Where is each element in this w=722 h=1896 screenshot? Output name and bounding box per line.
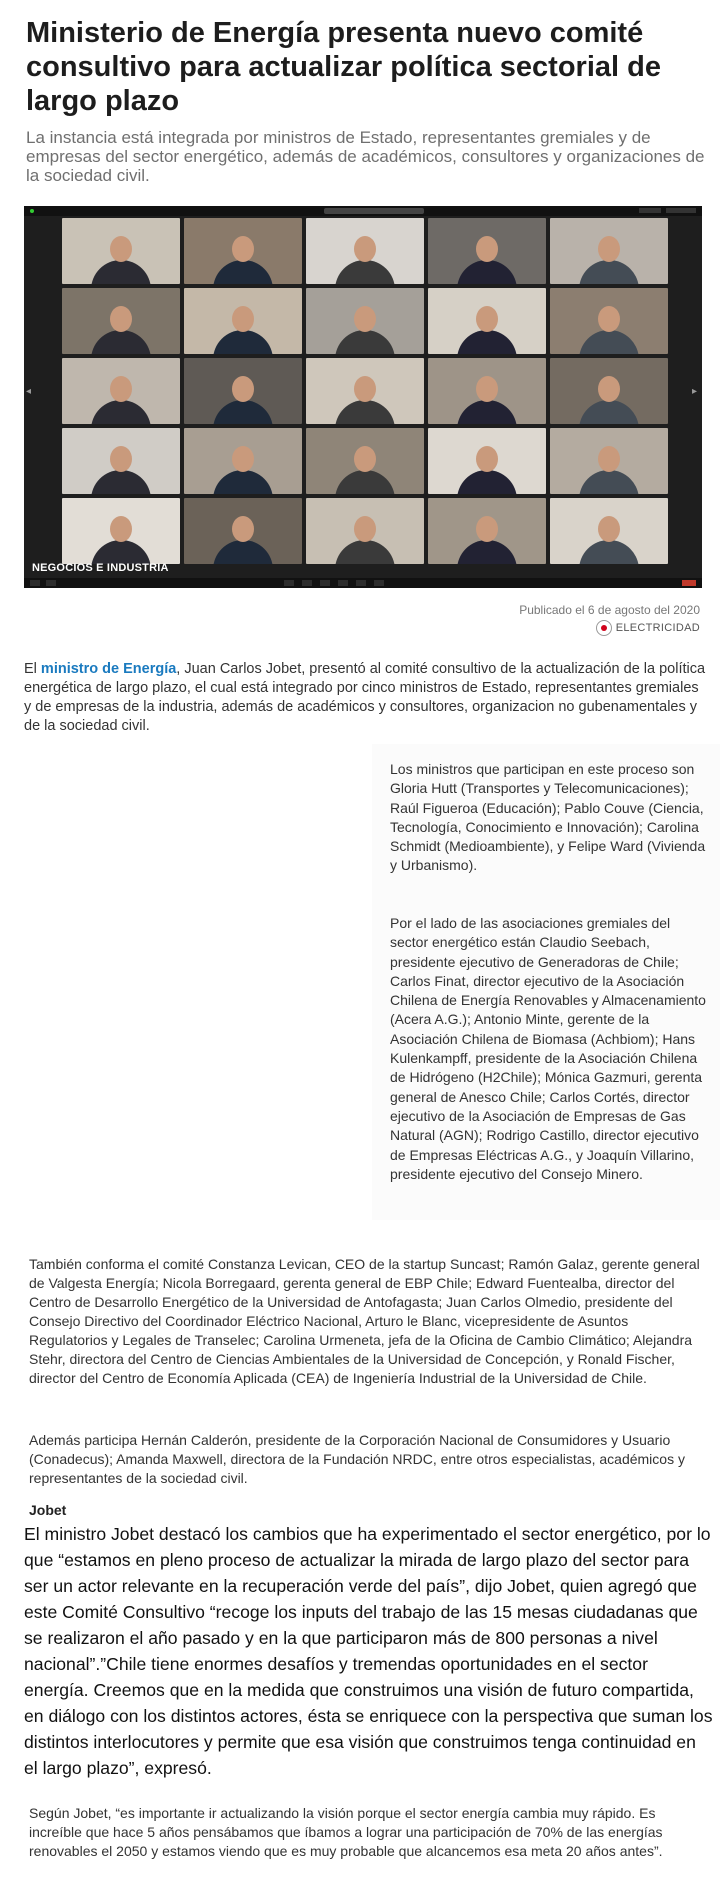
article-subtitle: La instancia está integrada por ministros de Estado, representantes gremiales y de empresas del sector energético, además de académicos, consultores y organizaciones de la sociedad civil. (26, 128, 705, 185)
participant-tile (184, 218, 302, 284)
publish-date: Publicado el 6 de agosto del 2020 (519, 603, 700, 617)
photo-caption-label: NEGOCIOS E INDUSTRIA (32, 562, 169, 574)
article-title: Ministerio de Energía presenta nuevo comité consultivo para actualizar política sectorial de largo plazo (26, 17, 661, 117)
participant-tile (428, 498, 546, 564)
participant-tile (62, 358, 180, 424)
participant-tile (550, 288, 668, 354)
participant-tile (428, 358, 546, 424)
video-call-top-bar (24, 206, 702, 216)
intro-paragraph (24, 660, 706, 736)
body-paragraph-committee: También conforma el comité Constanza Levican, CEO de la startup Suncast; Ramón Galaz, gerente general de Valgesta Energía; Nicola Borregaard, gerenta general de EBP Chile; Edward Fuentealba, director del Centro de Desarrollo Energético de la Universidad de Antofagasta; Juan Carlos Olmedio, presidente del Consejo Directivo del Coordinador Eléctrico Nacional, Arturo le Blanc, vicepresidente de Asuntos Regulatorios y Legales de Transelec; Carolina Urmeneta, jefa de la Oficina de Cambio Climático; Alejandra Stehr, directora del Centro de Ciencias Ambientales de la Universidad de Concepción, y Ronald Fischer, director del Centro de Economía Aplicada (CEA) de Ingeniería Industrial de la Universidad de Chile. (29, 1256, 700, 1386)
participant-tile (550, 428, 668, 494)
participant-tile (184, 288, 302, 354)
ministro-energia-link[interactable]: ministro de Energía (40, 661, 177, 677)
participant-tile (550, 358, 668, 424)
quote-paragraph: El ministro Jobet destacó los cambios que ha experimentado el sector energético, por lo que “estamos en pleno proceso de actualizar la mirada de largo plazo del sector para ser un actor relevante en la recuperación verde del país”, dijo Jobet, quien agregó que este Comité Consultivo “recoge los inputs del trabajo de las 15 mesas ciudadanas que se realizaron el año pasado y en la que participaron más de 800 personas a nivel nacional”.”Chile tiene enormes desafíos y tremendas oportunidades en el sector energía. Creemos que en la medida que construimos una visión de futuro compartida, en diálogo con los distintos actores, ésta se enriquece con la perspectiva que suman los distintos interlocutores y permite que esa visión que construimos tenga continuidad en el largo plazo”, expresó. (24, 1524, 713, 1778)
participant-tile (62, 218, 180, 284)
sidebar-paragraph-ministers: Los ministros que participan en este proceso son Gloria Hutt (Transportes y Telecomunicaciones); Raúl Figueroa (Educación); Pablo Couve (Ciencia, Tecnología, Conocimiento e Innovación); Carolina Schmidt (Medioambiente), y Felipe Ward (Vivienda y Urbanismo). (390, 761, 706, 874)
participant-tile (184, 428, 302, 494)
sidebar-paragraph-associations: Por el lado de las asociaciones gremiales del sector energético están Claudio Seebach, presidente ejecutivo de Generadoras de Chile; Carlos Finat, director ejecutivo de la Asociación Chilena de Energía Renovables y Almacenamiento (Acera A.G.); Antonio Minte, gerente de la Asociación Chilena de Biomasa (Achbiom); Hans Kulenkampff, presidente de la Asociación Chilena de Hidrógeno (H2Chile); Mónica Gazmuri, gerenta general de Anesco Chile; Carlos Cortés, director ejecutivo de la Asociación de Empresas de Gas Natural (AGN); Rodrigo Castillo, director ejecutivo de Empresas Eléctricas A.G., y Joaquín Villarino, presidente ejecutivo del Consejo Minero. (390, 915, 706, 1182)
intro-text-before: El (24, 661, 41, 677)
record-icon (596, 620, 612, 636)
participant-tile (550, 498, 668, 564)
participant-tile (306, 288, 424, 354)
video-call-participant-grid (62, 218, 662, 562)
participant-tile (428, 288, 546, 354)
participant-tile (184, 498, 302, 564)
participant-tile (428, 218, 546, 284)
article-photo (24, 206, 702, 588)
closing-paragraph: Según Jobet, “es importante ir actualizando la visión porque el sector energía cambia muy rápido. Es increíble que hace 5 años pensábamos que íbamos a lograr una participación de 70% de las energías renovables el 2050 y estamos viendo que es muy probable que alcancemos esa meta 20 años antes”. (29, 1805, 663, 1859)
intro-text-after: , Juan Carlos Jobet, presentó al comité consultivo de la actualización de la política energética de largo plazo, el cual está integrado por cinco ministros de Estado, representantes gremiales y de empresas de la industria, además de académicos y consultores, organizacion no gubenamentales y de la sociedad civil. (24, 661, 706, 734)
section-heading: Jobet (29, 1502, 67, 1518)
participant-tile (306, 428, 424, 494)
participant-tile (62, 428, 180, 494)
participant-tile (62, 288, 180, 354)
category-tag[interactable] (596, 620, 700, 636)
participant-tile (306, 498, 424, 564)
participant-tile (550, 218, 668, 284)
chevron-left-icon: ◂ (26, 386, 32, 397)
chevron-right-icon: ▸ (692, 386, 698, 397)
participant-tile (306, 358, 424, 424)
participant-tile (306, 218, 424, 284)
body-paragraph-participants: Además participa Hernán Calderón, presidente de la Corporación Nacional de Consumidores y Usuario (Conadecus); Amanda Maxwell, directora de la Fundación NRDC, entre otros especialistas, académicos y representantes de la sociedad civil. (29, 1432, 685, 1486)
participant-tile (428, 428, 546, 494)
participant-tile (184, 358, 302, 424)
participant-tile (62, 498, 180, 564)
video-call-toolbar (24, 578, 702, 588)
category-label: ELECTRICIDAD (615, 622, 700, 634)
